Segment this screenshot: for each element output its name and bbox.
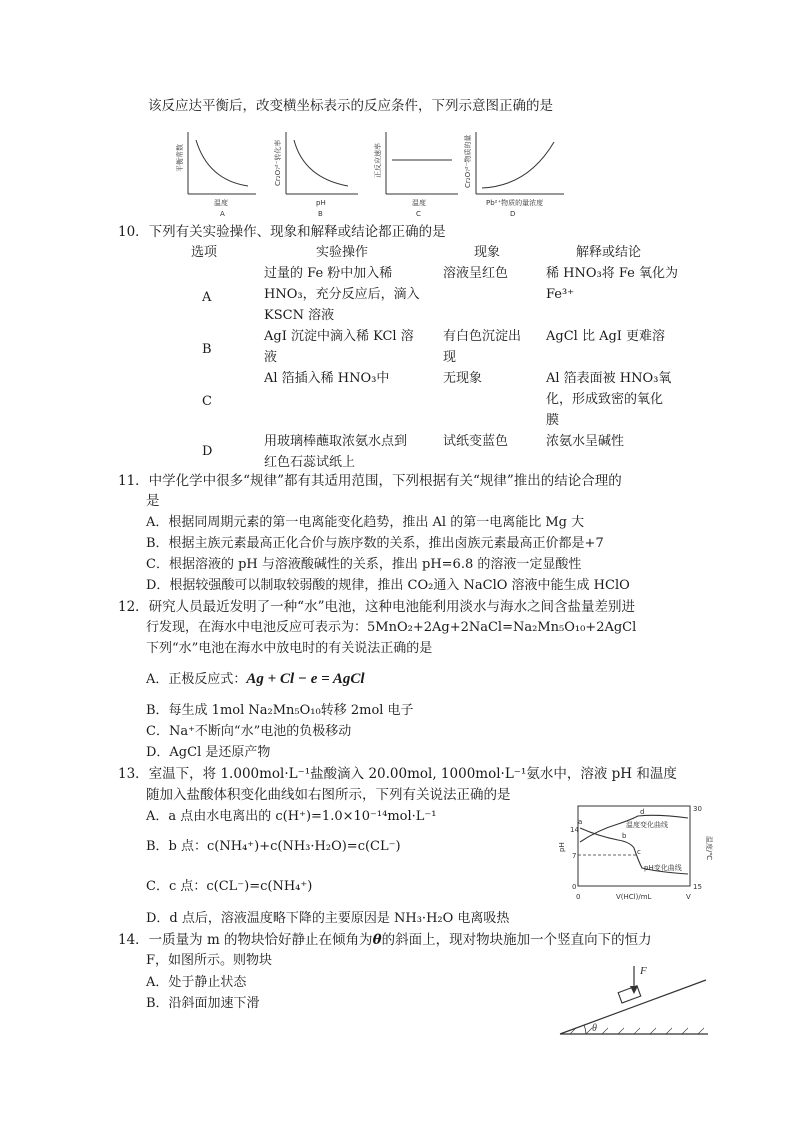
q11-option-d: D．根据较强酸可以制取较弱酸的规律，推出 CO₂通入 NaClO 溶液中能生成 HClO xyxy=(146,578,630,593)
q10-row-c-option: C xyxy=(202,394,212,409)
q9-graph-c-ylabel: 正反应速率 xyxy=(374,143,382,178)
q11-option-a: A．根据同周期元素的第一电离能变化趋势，推出 Al 的第一电离能比 Mg 大 xyxy=(146,515,585,530)
q14-force-label: F xyxy=(640,965,647,977)
q9-graph-b-xlabel: pH xyxy=(316,199,326,207)
q14-option-b: B．沿斜面加速下滑 xyxy=(146,996,260,1011)
q9-graph-b-ylabel: Cr₂O₇²⁻转化率 xyxy=(274,139,282,186)
q10-stem: 10．下列有关实验操作、现象和解释或结论都正确的是 xyxy=(118,224,446,240)
q9-graph-c-letter: C xyxy=(416,210,421,218)
q11-option-b: B．根据主族元素最高正化合价与族序数的关系，推出卤族元素最高正价都是+7 xyxy=(146,536,604,551)
q13-tick-right-15: 15 xyxy=(693,883,702,891)
q9-graph-b-letter: B xyxy=(318,210,323,218)
q9-graph-d xyxy=(458,128,570,220)
q10-row-b-phenomenon-1: 有白色沉淀出 xyxy=(443,329,522,344)
q13-option-a: A．a 点由水电离出的 c(H⁺)=1.0×10⁻¹⁴mol·L⁻¹ xyxy=(146,809,437,824)
q9-graph-a-xlabel: 温度 xyxy=(214,199,228,207)
q12-option-b: B．每生成 1mol Na₂Mn₅O₁₀转移 2mol 电子 xyxy=(146,703,414,718)
q10-row-d-conclusion: 浓氨水呈碱性 xyxy=(546,434,625,449)
q13-xlabel: V(HCl)/mL xyxy=(616,893,652,901)
q11-stem-2: 是 xyxy=(146,493,160,509)
q10-row-a-conclusion-2: Fe³⁺ xyxy=(546,287,575,302)
q13-tick-left-7: 7 xyxy=(572,852,577,860)
q10-row-c-conclusion-3: 膜 xyxy=(546,413,560,428)
q9-graph-d-ylabel: Cr₂O₇²⁻物质的量 xyxy=(464,134,472,188)
q13-ylabel-right: 温度/℃ xyxy=(705,836,713,861)
q10-row-c-phenomenon: 无现象 xyxy=(443,371,483,386)
q9-graph-c-xlabel: 温度 xyxy=(412,199,426,207)
q13-tick-right-30: 30 xyxy=(693,805,702,813)
q14-stem-1a: 14．一质量为 m 的物块恰好静止在倾角为 xyxy=(118,932,373,948)
q13-ph-curve-label: pH变化曲线 xyxy=(644,864,682,872)
q10-row-b-option: B xyxy=(202,342,212,357)
q10-row-c-op: Al 箔插入稀 HNO₃中 xyxy=(264,371,390,386)
q13-point-a: a xyxy=(578,818,583,826)
q12-option-d: D．AgCl 是还原产物 xyxy=(146,745,271,760)
q9-graph-d-xlabel: Pb²⁺物质的量浓度 xyxy=(486,199,544,207)
q10-row-a-phenomenon: 溶液呈红色 xyxy=(443,266,509,281)
q9-graph-a-letter: A xyxy=(220,210,225,218)
q12-option-a-prefix: A．正极反应式： xyxy=(146,672,247,687)
q10-row-b-phenomenon-2: 现 xyxy=(443,350,457,365)
q13-tick-left-0: 0 xyxy=(572,883,577,891)
q14-incline-figure xyxy=(556,962,716,1042)
q14-angle-label: θ xyxy=(592,1023,597,1034)
q9-graph-a xyxy=(170,128,260,220)
q13-tick-left-14: 14 xyxy=(570,826,579,834)
q13-point-b: b xyxy=(622,832,627,840)
q10-row-d-op-1: 用玻璃棒蘸取浓氨水点到 xyxy=(264,434,408,449)
q10-row-b-conclusion: AgCl 比 AgI 更难溶 xyxy=(546,329,666,344)
q12-option-c: C．Na⁺不断向“水”电池的负极移动 xyxy=(146,724,352,739)
q14-option-a: A．处于静止状态 xyxy=(146,975,247,990)
q13-x-end: V xyxy=(686,893,691,901)
q13-point-c: c xyxy=(637,848,641,856)
q13-temp-curve-label: 温度变化曲线 xyxy=(626,821,668,829)
q10-row-a-conclusion-1: 稀 HNO₃将 Fe 氧化为 xyxy=(546,266,678,281)
q13-ylabel-left: pH xyxy=(558,842,566,852)
q14-stem-2: F，如图所示。则物块 xyxy=(146,953,273,968)
q12-option-a xyxy=(146,670,365,689)
q9-graph-a-ylabel: 平衡常数 xyxy=(176,144,184,172)
q14-stem-1 xyxy=(118,932,652,949)
q13-stem-2: 随加入盐酸体积变化曲线如右图所示，下列有关说法正确的是 xyxy=(146,787,511,803)
q13-titration-graph xyxy=(558,800,718,910)
q10-header-conclusion: 解释或结论 xyxy=(576,245,642,260)
q9-stem: 该反应达平衡后，改变横坐标表示的反应条件，下列示意图正确的是 xyxy=(148,98,553,114)
q10-row-a-option: A xyxy=(202,290,212,305)
q12-option-a-formula: Ag + Cl − e = AgCl xyxy=(246,671,365,687)
q10-row-d-op-2: 红色石蕊试纸上 xyxy=(264,455,356,470)
q13-option-c: C．c 点：c(CL⁻)=c(NH₄⁺) xyxy=(146,879,313,894)
q13-stem-1: 13．室温下，将 1.000mol·L⁻¹盐酸滴入 20.00mol, 1000mol·L⁻¹氨水中，溶液 pH 和温度 xyxy=(118,766,677,782)
q13-option-b: B．b 点：c(NH₄⁺)+c(NH₃·H₂O)=c(CL⁻) xyxy=(146,839,401,854)
q10-row-a-op-1: 过量的 Fe 粉中加入稀 xyxy=(264,266,393,281)
q9-graph-b xyxy=(268,128,364,220)
q9-graph-d-letter: D xyxy=(510,210,516,218)
q11-option-c: C．根据溶液的 pH 与溶液酸碱性的关系，推出 pH=6.8 的溶液一定显酸性 xyxy=(146,557,582,572)
q10-row-b-op-1: AgI 沉淀中滴入稀 KCl 溶 xyxy=(264,329,414,344)
q12-stem-1: 12．研究人员最近发明了一种“水”电池，这种电池能利用淡水与海水之间含盐量差别进 xyxy=(118,599,635,615)
q10-header-operation: 实验操作 xyxy=(316,245,369,260)
q10-row-b-op-2: 液 xyxy=(264,350,278,365)
q10-row-c-conclusion-1: Al 箔表面被 HNO₃氧 xyxy=(546,371,672,386)
q9-graph-c xyxy=(368,128,464,220)
q13-x-origin: 0 xyxy=(576,893,581,901)
q10-row-c-conclusion-2: 化，形成致密的氧化 xyxy=(546,392,664,407)
q10-header-phenomenon: 现象 xyxy=(474,245,501,260)
q11-stem-1: 11．中学化学中很多“规律”都有其适用范围，下列根据有关“规律”推出的结论合理的 xyxy=(118,473,622,489)
q12-stem-3: 下列“水”电池在海水中放电时的有关说法正确的是 xyxy=(146,641,433,656)
q14-theta: θ xyxy=(372,932,382,948)
q14-stem-1b: 的斜面上，现对物块施加一个竖直向下的恒力 xyxy=(381,932,652,948)
q13-point-d: d xyxy=(640,808,645,816)
q10-header-option: 选项 xyxy=(191,245,218,260)
q10-row-a-op-3: KSCN 溶液 xyxy=(264,308,335,323)
q10-row-d-phenomenon: 试纸变蓝色 xyxy=(443,434,509,449)
q10-row-d-option: D xyxy=(202,444,213,459)
q13-option-d: D．d 点后，溶液温度略下降的主要原因是 NH₃·H₂O 电离吸热 xyxy=(146,911,510,926)
q10-row-a-op-2: HNO₃，充分反应后，滴入 xyxy=(264,287,420,302)
q12-stem-2: 行发现，在海水中电池反应可表示为：5MnO₂+2Ag+2NaCl=Na₂Mn₅O₁₀+2AgCl xyxy=(146,620,637,635)
